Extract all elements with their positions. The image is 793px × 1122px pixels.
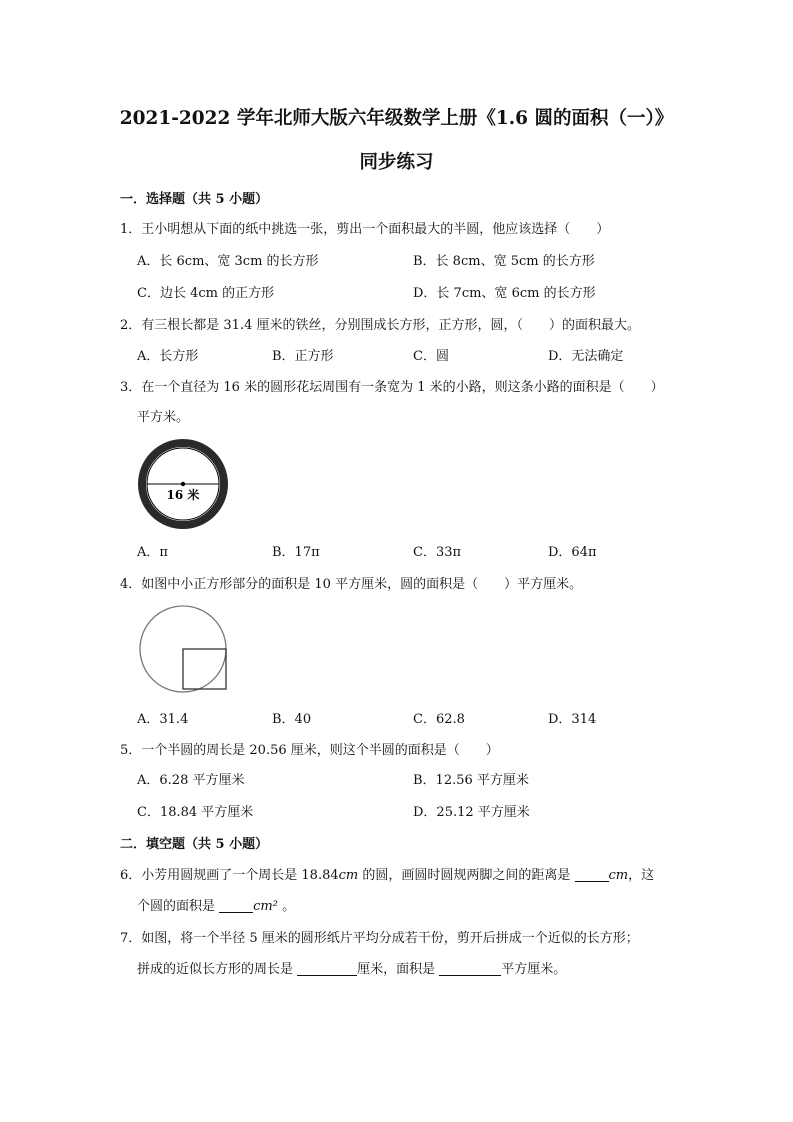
question-6-text-a: 6．小芳用圆规画了一个周长是 18.84 xyxy=(120,868,339,883)
question-6-blank-2[interactable] xyxy=(219,898,253,913)
question-4-stem: 4．如图中小正方形部分的面积是 10 平方厘米，圆的面积是（ ）平方厘米。 xyxy=(120,577,583,592)
diameter-label: 16 米 xyxy=(166,488,200,502)
question-3-option-c: C．33π xyxy=(413,545,462,560)
question-2-option-b: B．正方形 xyxy=(272,349,334,364)
question-6-unit-a: cm xyxy=(338,868,359,883)
center-dot xyxy=(181,482,185,486)
question-7-line-1: 7．如图，将一个半径 5 厘米的圆形纸片平均分成若干份，剪开后拼成一个近似的长方形； xyxy=(120,931,639,946)
question-1-option-b: B．长 8cm、宽 5cm 的长方形 xyxy=(413,254,595,269)
question-2-option-d: D．无法确定 xyxy=(548,349,624,364)
question-6-unit-c: cm² xyxy=(253,899,278,914)
question-6-text-e: 。 xyxy=(277,899,296,914)
circle-square-figure xyxy=(137,603,233,693)
question-1-option-a: A．长 6cm、宽 3cm 的长方形 xyxy=(137,254,319,269)
question-4-option-d: D．314 xyxy=(548,712,597,727)
question-6-unit-b: cm xyxy=(608,868,629,883)
question-6-text-c: ，这 xyxy=(628,868,655,883)
question-7-text-b: 厘米，面积是 xyxy=(357,962,440,977)
question-3-stem-continued: 平方米。 xyxy=(137,410,190,425)
question-7-blank-2[interactable] xyxy=(439,961,501,976)
question-3-option-b: B．17π xyxy=(272,545,320,560)
question-5-option-a: A．6.28 平方厘米 xyxy=(137,773,245,788)
page-title: 2021-2022 学年北师大版六年级数学上册《1.6 圆的面积（一）》 xyxy=(119,108,674,129)
question-1-stem: 1．王小明想从下面的纸中挑选一张，剪出一个面积最大的半圆，他应该选择（ ） xyxy=(120,222,610,237)
question-5-stem: 5．一个半圆的周长是 20.56 厘米，则这个半圆的面积是（ ） xyxy=(120,743,499,758)
question-6-line-1 xyxy=(120,864,654,883)
question-2-stem: 2．有三根长都是 31.4 厘米的铁丝，分别围成长方形，正方形，圆，（ ）的面积最大。 xyxy=(120,318,640,333)
page-subtitle: 同步练习 xyxy=(359,152,434,173)
question-2-option-c: C．圆 xyxy=(413,349,449,364)
question-5-option-d: D．25.12 平方厘米 xyxy=(413,805,530,820)
question-1-option-c: C．边长 4cm 的正方形 xyxy=(137,286,275,301)
question-5-option-b: B．12.56 平方厘米 xyxy=(413,773,529,788)
question-5-option-c: C．18.84 平方厘米 xyxy=(137,805,254,820)
question-4-option-a: A．31.4 xyxy=(137,712,189,727)
question-7-line-2 xyxy=(137,958,566,977)
question-6-text-d: 个圆的面积是 xyxy=(137,899,220,914)
question-3-option-d: D．64π xyxy=(548,545,597,560)
section-choice-heading: 一．选择题（共 5 小题） xyxy=(120,192,269,207)
question-4-option-c: C．62.8 xyxy=(413,712,465,727)
question-1-option-d: D．长 7cm、宽 6cm 的长方形 xyxy=(413,286,596,301)
question-7-text-a: 拼成的近似长方形的周长是 xyxy=(137,962,298,977)
ring-path-figure xyxy=(135,436,231,532)
question-6-text-b: 的圆，画圆时圆规两脚之间的距离是 xyxy=(358,868,575,883)
question-6-blank-1[interactable] xyxy=(575,867,609,882)
small-square xyxy=(183,649,226,689)
question-3-stem: 3．在一个直径为 16 米的圆形花坛周围有一条宽为 1 米的小路，则这条小路的面积是（ ） xyxy=(120,380,664,395)
question-7-blank-1[interactable] xyxy=(297,961,357,976)
question-4-option-b: B．40 xyxy=(272,712,312,727)
question-7-text-c: 平方厘米。 xyxy=(501,962,567,977)
question-6-line-2 xyxy=(137,895,295,914)
question-2-option-a: A．长方形 xyxy=(137,349,199,364)
section-fill-heading: 二．填空题（共 5 小题） xyxy=(120,837,269,852)
question-3-option-a: A．π xyxy=(137,545,168,560)
